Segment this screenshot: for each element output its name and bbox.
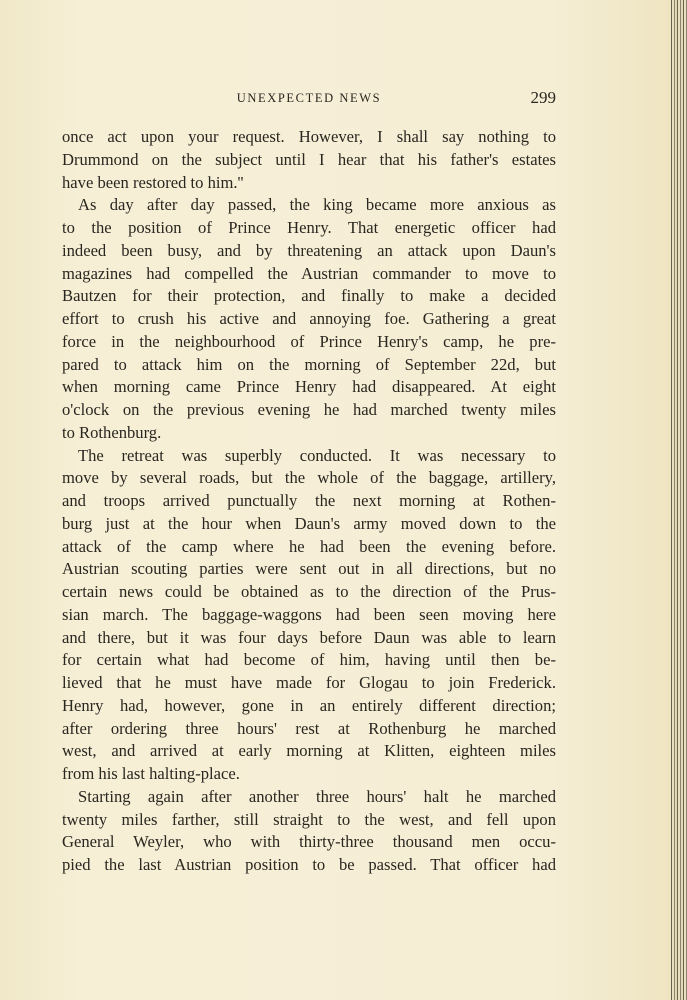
text-line: have been restored to him.'' — [62, 172, 244, 192]
running-head — [62, 88, 556, 110]
text-line: pared to attack him on the morning of September 22d, but — [62, 354, 556, 374]
text-line: twenty miles farther, still straight to the west, and fell upon — [62, 809, 556, 829]
text-line: magazines had compelled the Austrian commander to move to — [62, 263, 556, 283]
text-line: Starting again after another three hours' halt he marched — [78, 786, 556, 806]
text-line: to the position of Prince Henry. That energetic officer had — [62, 218, 556, 237]
body-text — [62, 126, 556, 877]
page-edge-stack — [671, 0, 687, 1000]
text-line: The retreat was superbly conducted. It was necessary to — [78, 445, 556, 465]
page-number: 299 — [530, 88, 556, 107]
text-line: once act upon your request. However, I shall say nothing to — [62, 127, 556, 146]
text-line: Austrian scouting parties were sent out in all directions, but no — [62, 559, 556, 579]
text-line: west, and arrived at early morning at Klitten, eighteen miles — [62, 741, 556, 761]
text-line: and troops arrived punctually the next morning at Rothen- — [62, 491, 556, 510]
text-line: attack of the camp where he had been the evening before. — [62, 536, 556, 556]
text-line: General Weyler, who with thirty-three thousand men occu- — [62, 832, 556, 852]
text-line: o'clock on the previous evening he had marched twenty miles — [62, 400, 556, 419]
text-line: Drummond on the subject until I hear that his father's estates — [62, 149, 556, 169]
text-line: certain news could be obtained as to the direction of the Prus- — [62, 582, 556, 601]
text-line: effort to crush his active and annoying foe. Gathering a great — [62, 309, 556, 328]
text-line: Bautzen for their protection, and finally to make a decided — [62, 286, 556, 306]
text-line: pied the last Austrian position to be passed. That officer had — [62, 855, 556, 874]
text-line: move by several roads, but the whole of the baggage, artillery, — [62, 468, 556, 488]
text-line: lieved that he must have made for Glogau to join Frederick. — [62, 673, 556, 692]
text-line: force in the neighbourhood of Prince Henry's camp, he pre- — [62, 331, 556, 351]
text-line: sian march. The baggage-waggons had been seen moving here — [62, 604, 556, 624]
text-line: Henry had, however, gone in an entirely different direction; — [62, 695, 556, 715]
running-title: UNEXPECTED NEWS — [236, 91, 382, 105]
text-line: indeed been busy, and by threatening an attack upon Daun's — [62, 240, 556, 260]
text-line: for certain what had become of him, having until then be- — [62, 650, 556, 670]
text-line: from his last halting-place. — [62, 764, 240, 783]
text-line: after ordering three hours' rest at Rothenburg he marched — [62, 718, 556, 738]
text-line: to Rothenburg. — [62, 422, 162, 442]
text-line: and there, but it was four days before Daun was able to learn — [62, 627, 556, 647]
text-line: As day after day passed, the king became more anxious as — [78, 195, 556, 215]
text-line: burg just at the hour when Daun's army moved down to the — [62, 513, 556, 533]
text-line: when morning came Prince Henry had disappeared. At eight — [62, 377, 556, 397]
